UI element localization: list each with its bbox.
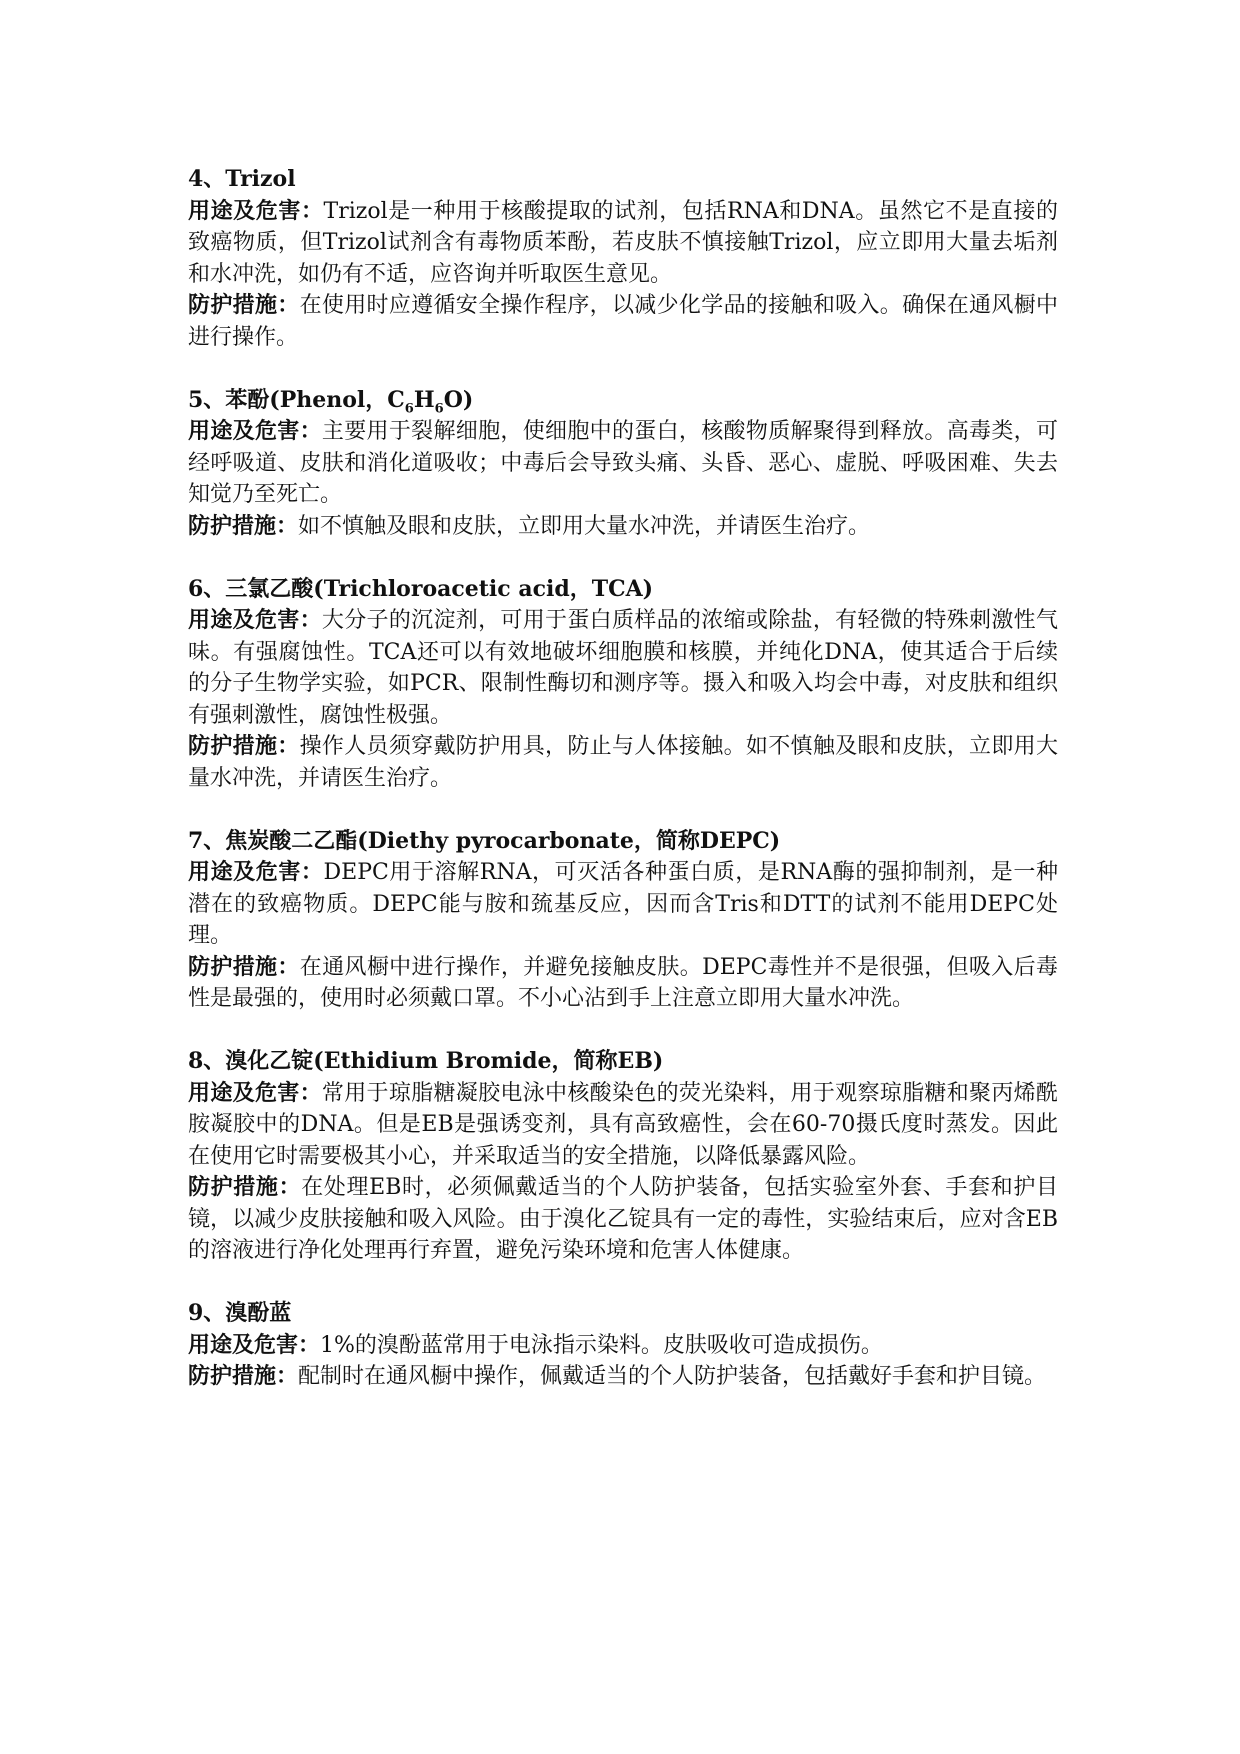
section-heading: 9、溴酚蓝 (188, 1300, 292, 1326)
use-and-hazard-paragraph (188, 1078, 1058, 1173)
use-and-hazard-label: 用途及危害： (188, 197, 324, 224)
use-and-hazard-label: 用途及危害： (188, 607, 322, 633)
protection-paragraph (188, 290, 1058, 353)
protection-text: 如不慎触及眼和皮肤，立即用大量水冲洗，并请医生治疗。 (298, 513, 871, 539)
protection-label: 防护措施： (188, 292, 300, 318)
protection-label: 防护措施： (188, 1363, 299, 1389)
use-and-hazard-label: 用途及危害： (188, 1331, 321, 1358)
formula-subscript: 6 (434, 400, 444, 416)
protection-text: 操作人员须穿戴防护用具，防止与人体接触。如不慎触及眼和皮肤，立即用大量水冲洗，并请医生治疗。 (188, 734, 1058, 791)
section-tca (188, 574, 1058, 795)
formula-subscript: 6 (404, 400, 414, 416)
protection-text: 在使用时应遵循安全操作程序，以减少化学品的接触和吸入。确保在通风橱中进行操作。 (188, 293, 1058, 350)
use-and-hazard-text: 大分子的沉淀剂，可用于蛋白质样品的浓缩或除盐，有轻微的特殊刺激性气味。有强腐蚀性。TCA还可以有效地破坏细胞膜和核膜，并纯化DNA，使其适合于后续的分子生物学实验，如PCR、限制性酶切和测序等。摄入和吸入均会中毒，对皮肤和组织有强刺激性，腐蚀性极强。 (188, 608, 1058, 728)
section-heading: 7、焦炭酸二乙酯(Diethy pyrocarbonate，简称DEPC) (188, 827, 781, 854)
use-and-hazard-label: 用途及危害： (188, 1079, 322, 1106)
protection-paragraph (188, 1361, 1058, 1393)
heading-part: 5、苯酚(Phenol，C (188, 386, 405, 413)
use-and-hazard-label: 用途及危害： (188, 418, 322, 444)
section-heading: 4、Trizol (188, 166, 296, 192)
heading-part: O) (443, 386, 474, 413)
use-and-hazard-paragraph (188, 605, 1058, 731)
protection-text: 配制时在通风橱中操作，佩戴适当的个人防护装备，包括戴好手套和护目镜。 (298, 1364, 1047, 1389)
protection-label: 防护措施： (188, 512, 299, 539)
use-and-hazard-text: 主要用于裂解细胞，使细胞中的蛋白，核酸物质解聚得到释放。高毒类，可经呼吸道、皮肤和消化道吸收；中毒后会导致头痛、头昏、恶心、虚脱、呼吸困难、失去知觉乃至死亡。 (188, 419, 1058, 507)
protection-label: 防护措施： (188, 953, 300, 980)
use-and-hazard-paragraph (188, 416, 1058, 511)
section-ethidium-bromide (188, 1046, 1058, 1267)
use-and-hazard-paragraph (188, 1330, 1058, 1362)
use-and-hazard-text: 常用于琼脂糖凝胶电泳中核酸染色的荧光染料，用于观察琼脂糖和聚丙烯酰胺凝胶中的DNA。但是EB是强诱变剂，具有高致癌性，会在60-70摄氏度时蒸发。因此在使用它时需要极其小心，并采取适当的安全措施，以降低暴露风险。 (188, 1080, 1058, 1169)
protection-paragraph (188, 511, 1058, 543)
use-and-hazard-label: 用途及危害： (188, 859, 324, 885)
protection-paragraph (188, 731, 1058, 794)
use-and-hazard-text: 1%的溴酚蓝常用于电泳指示染料。皮肤吸收可造成损伤。 (320, 1332, 883, 1358)
section-trizol (188, 164, 1058, 353)
section-phenol (188, 385, 1058, 543)
use-and-hazard-paragraph (188, 196, 1058, 291)
section-bromophenol-blue (188, 1298, 1058, 1393)
protection-paragraph (188, 1172, 1058, 1267)
use-and-hazard-text: DEPC用于溶解RNA，可灭活各种蛋白质，是RNA酶的强抑制剂，是一种潜在的致癌物质。DEPC能与胺和巯基反应，因而含Tris和DTT的试剂不能用DEPC处理。 (188, 860, 1058, 948)
section-depc (188, 826, 1058, 1015)
protection-label: 防护措施： (188, 733, 300, 759)
use-and-hazard-paragraph (188, 857, 1058, 952)
protection-paragraph (188, 952, 1058, 1015)
protection-text: 在通风橱中进行操作，并避免接触皮肤。DEPC毒性并不是很强，但吸入后毒性是最强的，使用时必须戴口罩。不小心沾到手上注意立即用大量水冲洗。 (188, 954, 1058, 1011)
use-and-hazard-text: Trizol是一种用于核酸提取的试剂，包括RNA和DNA。虽然它不是直接的致癌物质，但Trizol试剂含有毒物质苯酚，若皮肤不慎接触Trizol，应立即用大量去垢剂和水冲洗，如仍有不适，应咨询并听取医生意见。 (188, 198, 1058, 287)
section-heading: 6、三氯乙酸(Trichloroacetic acid，TCA) (188, 575, 654, 602)
section-heading: 8、溴化乙锭(Ethidium Bromide，简称EB) (188, 1048, 664, 1074)
protection-label: 防护措施： (188, 1174, 302, 1200)
section-heading (188, 385, 1058, 417)
heading-part: H (413, 386, 435, 413)
document-page (188, 164, 1058, 1424)
protection-text: 在处理EB时，必须佩戴适当的个人防护装备，包括实验室外套、手套和护目镜，以减少皮肤接触和吸入风险。由于溴化乙锭具有一定的毒性，实验结束后，应对含EB的溶液进行净化处理再行弃置，避免污染环境和危害人体健康。 (188, 1175, 1058, 1263)
